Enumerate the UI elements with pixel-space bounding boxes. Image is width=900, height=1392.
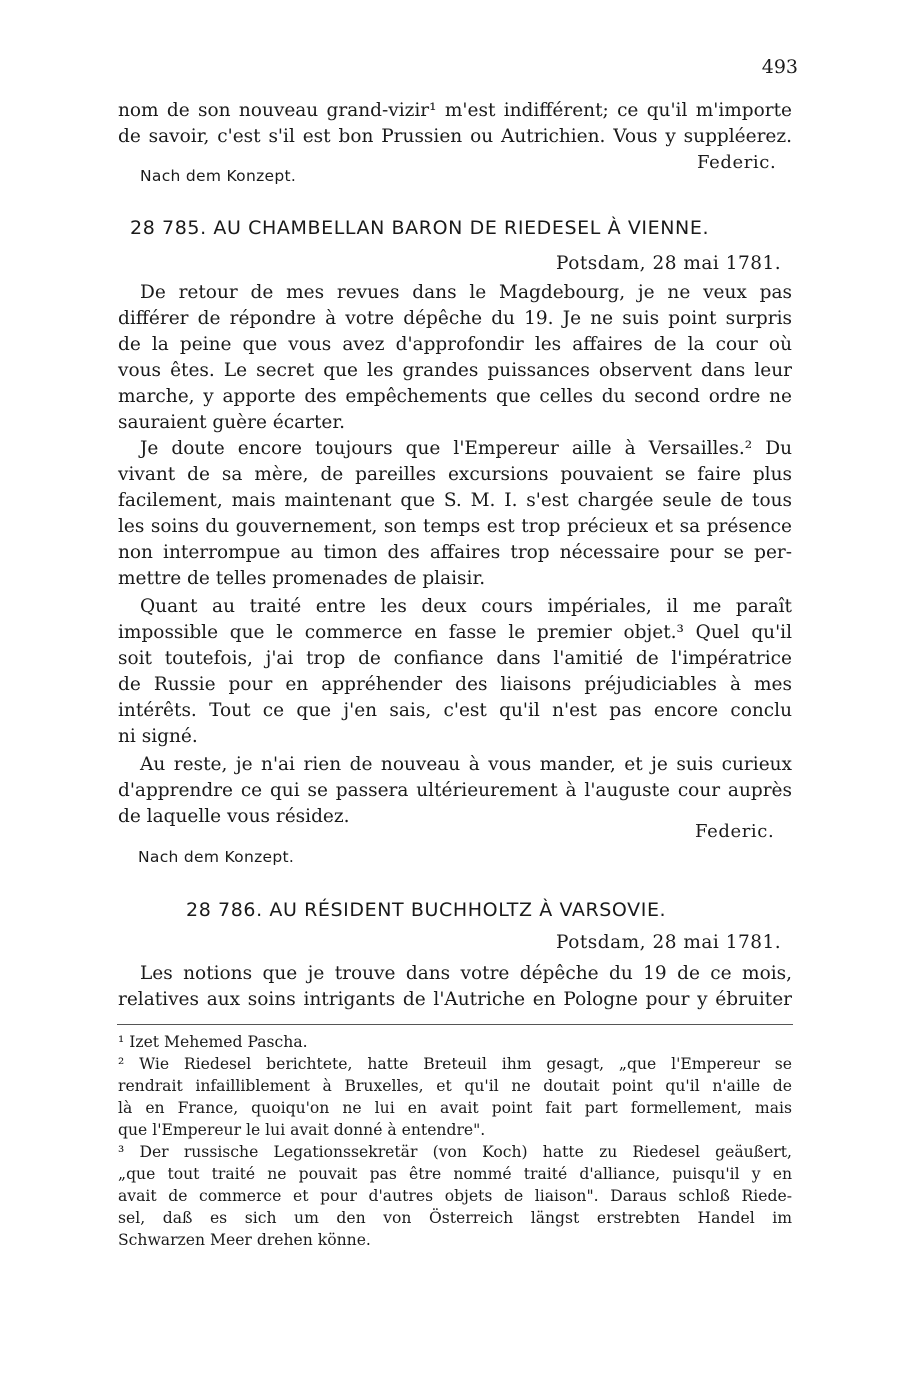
letter-heading: 28 785. AU CHAMBELLAN BARON DE RIEDESEL À VIENNE.: [130, 217, 710, 239]
source-note: Nach dem Konzept.: [138, 848, 295, 866]
dateline: Potsdam, 28 mai 1781.: [556, 932, 782, 953]
page-number: 493: [761, 56, 798, 78]
source-note: Nach dem Konzept.: [140, 167, 297, 185]
body-line: relatives aux soins intrigants de l'Autriche en Pologne pour y ébruiter: [118, 989, 792, 1010]
footnote-line: ³ Der russische Legationssekretär (von Koch) hatte zu Riedesel geäußert,: [118, 1143, 792, 1161]
body-line: non interrompue au timon des affaires trop nécessaire pour se per-: [118, 542, 792, 563]
body-line: différer de répondre à votre dépêche du 19. Je ne suis point surpris: [118, 308, 792, 329]
body-line: mettre de telles promenades de plaisir.: [118, 568, 486, 589]
body-line: de Russie pour en appréhender des liaisons préjudiciables à mes: [118, 674, 792, 695]
footnote-line: sel, daß es sich um den von Österreich längst erstrebten Handel im: [118, 1209, 792, 1227]
footnote-rule: [117, 1024, 793, 1025]
body-line: ni signé.: [118, 726, 198, 747]
body-line: d'apprendre ce qui se passera ultérieurement à l'auguste cour auprès: [118, 780, 792, 801]
body-line: sauraient guère écarter.: [118, 412, 346, 433]
dateline: Potsdam, 28 mai 1781.: [556, 253, 782, 274]
footnote-line: ² Wie Riedesel berichtete, hatte Breteuil ihm gesagt, „que l'Empereur se: [118, 1055, 792, 1073]
footnote-line: avait de commerce et pour d'autres objets de liaison". Daraus schloß Riede-: [118, 1187, 792, 1205]
footnote-line: rendrait infailliblement à Bruxelles, et qu'il ne doutait point qu'il n'aille de: [118, 1077, 792, 1095]
body-line: vous êtes. Le secret que les grandes puissances observent dans leur: [118, 360, 792, 381]
body-line: impossible que le commerce en fasse le premier objet.³ Quel qu'il: [118, 622, 792, 643]
footnote-line: ¹ Izet Mehemed Pascha.: [118, 1033, 308, 1051]
body-line: les soins du gouvernement, son temps est trop précieux et sa présence: [118, 516, 792, 537]
body-line: facilement, mais maintenant que S. M. I. s'est chargée seule de tous: [118, 490, 792, 511]
body-line: De retour de mes revues dans le Magdebourg, je ne veux pas: [140, 282, 792, 303]
body-line: de savoir, c'est s'il est bon Prussien ou Autrichien. Vous y suppléerez.: [118, 126, 792, 147]
body-line: Les notions que je trouve dans votre dépêche du 19 de ce mois,: [140, 963, 792, 984]
body-line: de laquelle vous résidez.: [118, 806, 350, 827]
footnote-line: „que tout traité ne pouvait pas être nommé traité d'alliance, puisqu'il y en: [118, 1165, 792, 1183]
footnote-line: là en France, quoiqu'on ne lui en avait point fait part formellement, mais: [118, 1099, 792, 1117]
body-line: Je doute encore toujours que l'Empereur aille à Versailles.² Du: [140, 438, 792, 459]
body-line: Au reste, je n'ai rien de nouveau à vous mander, et je suis curieux: [140, 754, 792, 775]
footnote-line: Schwarzen Meer drehen könne.: [118, 1231, 371, 1249]
body-line: marche, y apporte des empêchements que celles du second ordre ne: [118, 386, 792, 407]
body-line: intérêts. Tout ce que j'en sais, c'est qu'il n'est pas encore conclu: [118, 700, 792, 721]
body-line: Quant au traité entre les deux cours impériales, il me paraît: [140, 596, 792, 617]
body-line: vivant de sa mère, de pareilles excursions pouvaient se faire plus: [118, 464, 792, 485]
signature: Federic.: [697, 152, 777, 173]
body-line: de la peine que vous avez d'approfondir les affaires de la cour où: [118, 334, 792, 355]
signature: Federic.: [695, 821, 775, 842]
letter-heading: 28 786. AU RÉSIDENT BUCHHOLTZ À VARSOVIE.: [186, 899, 667, 921]
body-line: nom de son nouveau grand-vizir¹ m'est indifférent; ce qu'il m'importe: [118, 100, 792, 121]
footnote-line: que l'Empereur le lui avait donné à entendre".: [118, 1121, 486, 1139]
body-line: soit toutefois, j'ai trop de confiance dans l'amitié de l'impératrice: [118, 648, 792, 669]
